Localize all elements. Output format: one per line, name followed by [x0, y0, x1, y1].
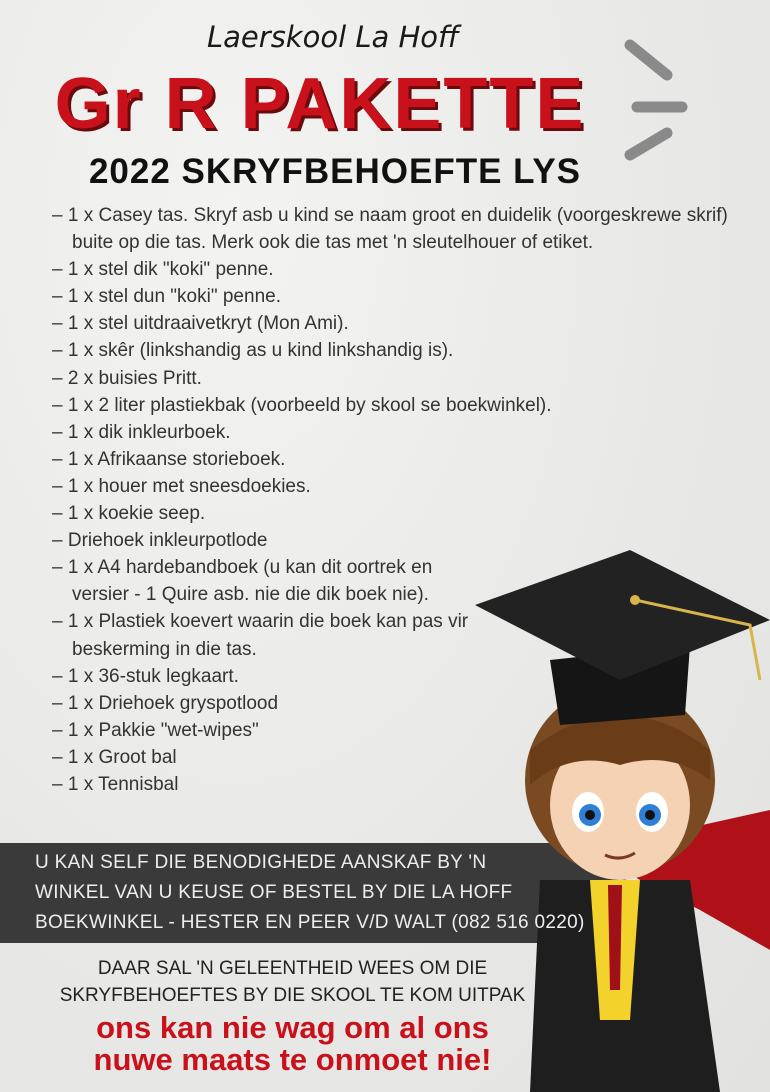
closing-line: nuwe maats te onmoet nie! [93, 1042, 492, 1077]
list-item: – 1 x Driehoek gryspotlood [52, 690, 742, 717]
list-item: – 1 x Pakkie "wet-wipes" [52, 717, 742, 744]
list-item: – 1 x Groot bal [52, 744, 742, 771]
list-item: – 1 x Tennisbal [52, 771, 742, 798]
banner-line: U KAN SELF DIE BENODIGHEDE AANSKAF BY 'N [35, 852, 487, 873]
list-item: – 2 x buisies Pritt. [52, 365, 742, 392]
page-title: Gr R PAKETTE [54, 64, 586, 144]
list-item: – 1 x Afrikaanse storieboek. [52, 446, 742, 473]
list-item: – 1 x A4 hardebandboek (u kan dit oortrek en versier - 1 Quire asb. nie die dik boek nie). [52, 554, 492, 608]
list-item: – 1 x 36-stuk legkaart. [52, 663, 742, 690]
list-item: – 1 x Plastiek koevert waarin die boek kan pas vir beskerming in die tas. [52, 608, 492, 662]
list-item: – 1 x 2 liter plastiekbak (voorbeeld by skool se boekwinkel). [52, 392, 742, 419]
closing-message [0, 1012, 585, 1076]
list-item: – Driehoek inkleurpotlode [52, 527, 742, 554]
list-item: – 1 x Casey tas. Skryf asb u kind se naam groot en duidelik (voorgeskrewe skrif) buite op die tas. Merk ook die tas met 'n sleutelhouer of etiket. [52, 202, 742, 256]
info-banner-text [35, 848, 585, 938]
banner-line: BOEKWINKEL - HESTER EN PEER V/D WALT (082 516 0220) [35, 912, 585, 933]
note-line: DAAR SAL 'N GELEENTHEID WEES OM DIE [97, 958, 488, 979]
closing-line: ons kan nie wag om al ons [96, 1010, 489, 1045]
school-name: Laerskool La Hoff [207, 20, 459, 54]
note-line: SKRYFBEHOEFTES BY DIE SKOOL TE KOM UITPAK [59, 985, 526, 1006]
list-item: – 1 x stel uitdraaivetkryt (Mon Ami). [52, 310, 742, 337]
emphasis-rays-icon [612, 35, 692, 165]
list-item: – 1 x houer met sneesdoekies. [52, 473, 742, 500]
page-subtitle: 2022 SKRYFBEHOEFTE LYS [88, 152, 582, 191]
unpack-note [0, 955, 585, 1009]
list-item: – 1 x dik inkleurboek. [52, 419, 742, 446]
list-item: – 1 x skêr (linkshandig as u kind linkshandig is). [52, 337, 742, 364]
list-item: – 1 x stel dun "koki" penne. [52, 283, 742, 310]
supply-list [52, 202, 742, 798]
banner-line: WINKEL VAN U KEUSE OF BESTEL BY DIE LA HOFF [35, 882, 513, 903]
list-item: – 1 x stel dik "koki" penne. [52, 256, 742, 283]
list-item: – 1 x koekie seep. [52, 500, 742, 527]
